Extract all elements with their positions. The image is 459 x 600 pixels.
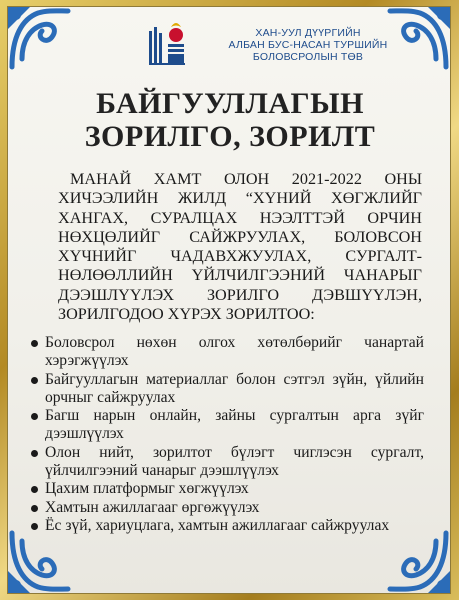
goal-text: Цахим платформыг хөгжүүлэх [45, 480, 249, 498]
list-item [30, 407, 424, 444]
org-line-2: АЛБАН БУС-НАСАН ТУРШИЙН [228, 39, 388, 51]
bullet-icon [31, 377, 38, 384]
bullet-icon [31, 340, 38, 347]
corner-ornament-icon [8, 7, 78, 77]
bullet-icon [31, 505, 38, 512]
list-item [30, 499, 424, 517]
list-item [30, 480, 424, 498]
org-line-3: БОЛОВСРОЛЫН ТӨВ [252, 51, 364, 63]
title-line-1: БАЙГУУЛЛАГЫН [96, 87, 364, 120]
page-title [8, 87, 452, 153]
list-item [30, 334, 424, 371]
intro-paragraph [58, 170, 422, 324]
goal-text: Хамтын ажиллагааг өргөжүүлэх [45, 498, 260, 516]
goal-text: Багш нарын онлайн, зайны сургалтын арга зүйг дээшлүүлэх [45, 407, 424, 443]
bullet-icon [31, 413, 38, 420]
list-item [30, 371, 424, 408]
bullet-icon [31, 450, 38, 457]
bullet-icon [31, 523, 38, 530]
goal-text: Олон нийт, зорилтот бүлэгт чиглэсэн сургалт, үйлчилгээний чанарыг дээшлүүлэх [45, 443, 424, 480]
goals-list [30, 334, 424, 535]
goal-text: Боловсрол нөхөн олгох хөтөлбөрийг чанартай хэрэгжүүлэх [45, 334, 424, 370]
goal-text: Ёс зүй, хариуцлага, хамтын ажиллагааг сайжруулах [45, 516, 390, 534]
org-line-1: ХАН-УУЛ ДҮҮРГИЙН [255, 27, 361, 39]
title-line-2: ЗОРИЛГО, ЗОРИЛТ [84, 120, 376, 153]
bullet-icon [31, 486, 38, 493]
list-item [30, 517, 424, 535]
intro-text: МАНАЙ ХАМТ ОЛОН 2021-2022 ОНЫ ХИЧЭЭЛИЙН ЖИЛД “ХҮНИЙ ХӨГЖЛИЙГ ХАНГАХ, СУРАЛЦАХ НЭЭЛТТЭЙ ОРЧИН НӨХЦӨЛИЙГ САЙЖРУУЛАХ, БОЛОВСОН ХҮЧНИЙГ ЧАДАВХЖУУЛАХ, СУРГАЛТ-НӨЛӨӨЛЛИЙН ҮЙЛЧИЛГЭЭНИЙ ЧАНАРЫГ ДЭЭШЛҮҮЛЭХ ЗОРИЛГО ДЭВШҮҮЛЭН, ЗОРИЛГОДОО ХҮРЭХ ЗОРИЛТОО: [58, 170, 422, 324]
notice-board [7, 6, 451, 594]
organization-name [208, 27, 408, 63]
soyombo-logo-icon [145, 21, 191, 67]
goal-text: Байгууллагын материаллаг болон сэтгэл зүйн, үйлийн орчныг сайжруулах [45, 370, 424, 406]
list-item [30, 444, 424, 481]
